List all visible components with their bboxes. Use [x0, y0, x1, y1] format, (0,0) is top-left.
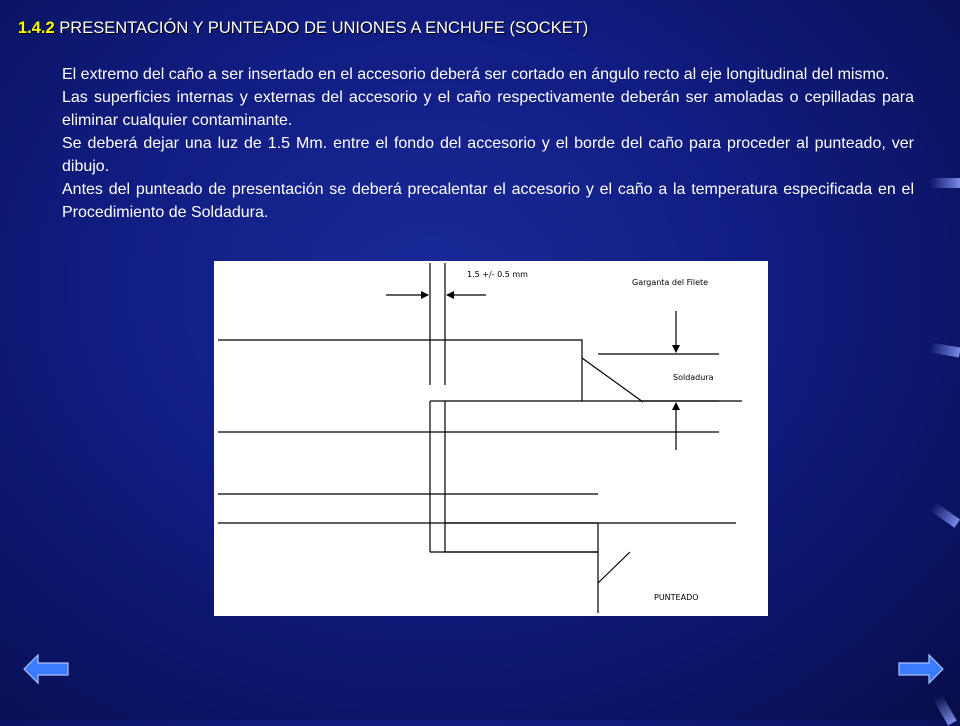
weld-label: Soldadura — [673, 373, 714, 382]
arrow-right-icon — [897, 651, 945, 687]
paragraph-4: Antes del punteado de presentación se deberá precalentar el accesorio y el caño a la temperatura especificada en el Procedimiento de Soldadura. — [62, 181, 914, 221]
paragraph-1: El extremo del caño a ser insertado en el accesorio deberá ser cortado en ángulo recto al eje longitudinal del mismo. — [62, 66, 890, 83]
side-mark-4 — [933, 695, 957, 726]
socket-weld-diagram — [214, 261, 768, 616]
fitting-bottom — [218, 523, 598, 613]
section-number: 1.4.2 — [18, 19, 55, 37]
arrow-left-icon — [22, 651, 70, 687]
fillet-weld — [582, 358, 643, 402]
side-mark-2 — [929, 342, 960, 357]
side-mark-1 — [930, 178, 960, 188]
gap-dimension-label: 1.5 +/- 0.5 mm — [467, 270, 528, 279]
slide-title — [18, 19, 588, 38]
section-title: PRESENTACIÓN Y PUNTEADO DE UNIONES A ENCHUFE (SOCKET) — [59, 19, 589, 37]
paragraph-2: Las superficies internas y externas del accesorio y el caño respectivamente deberán ser amoladas o cepilladas para eliminar cualquier contaminante. — [62, 89, 914, 129]
tack-weld — [598, 552, 630, 583]
fillet-throat-label: Garganta del Filete — [632, 278, 709, 287]
previous-slide-button[interactable] — [22, 651, 70, 687]
body-text — [62, 63, 914, 224]
side-mark-3 — [930, 502, 960, 527]
paragraph-3: Se deberá dejar una luz de 1.5 Mm. entre el fondo del accesorio y el borde del caño para proceder al punteado, ver dibujo. — [62, 135, 914, 175]
fitting-outline — [218, 340, 582, 401]
next-slide-button[interactable] — [897, 651, 945, 687]
tack-weld-label: PUNTEADO — [654, 593, 699, 602]
